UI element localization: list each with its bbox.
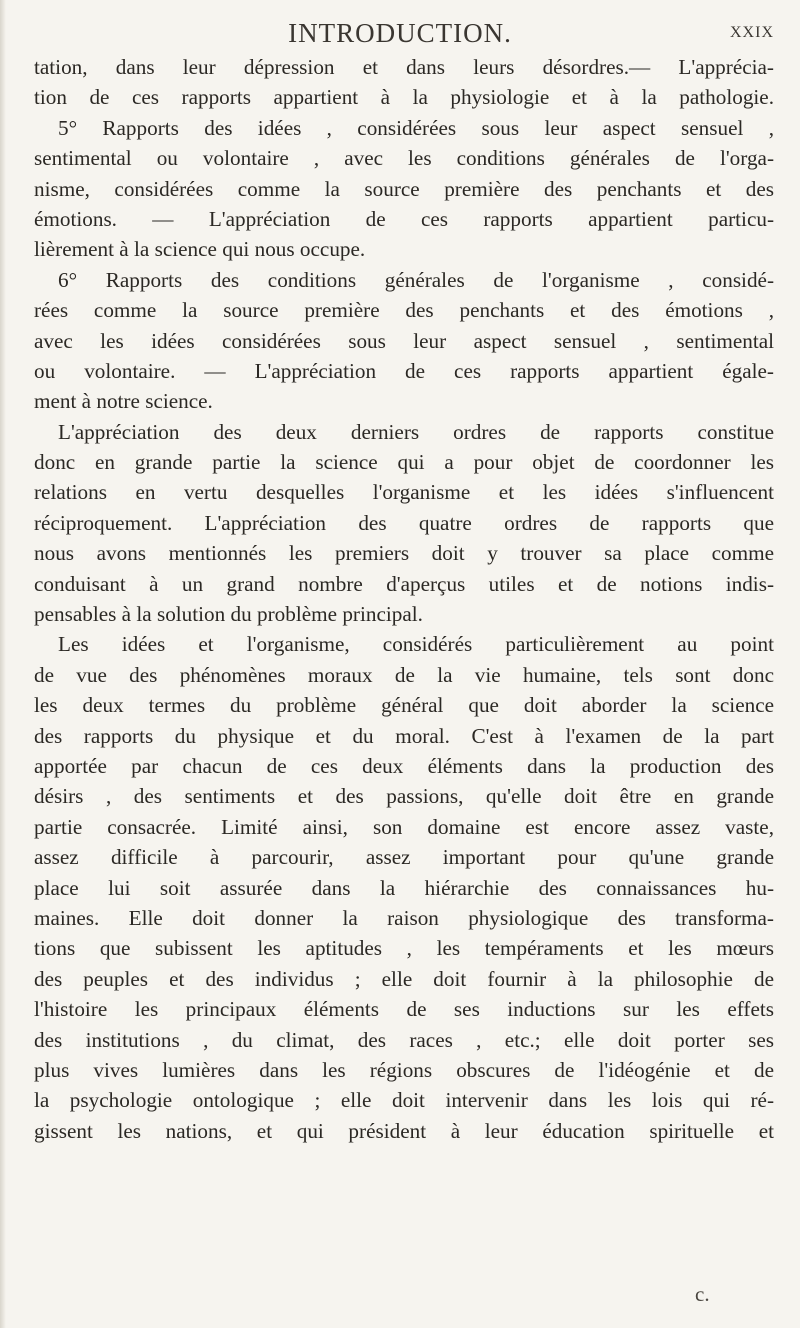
text-line: 5° Rapports des idées , considérées sous leur aspect sensuel , [58, 115, 774, 140]
page-header [0, 18, 800, 52]
text-line: relations en vertu desquelles l'organisme et les idées s'influencent [34, 480, 774, 505]
text-line: des peuples et des individus ; elle doit fournir à la philosophie de [34, 966, 774, 991]
text-line: l'histoire les principaux éléments de ses inductions sur les effets [34, 997, 774, 1022]
text-line: tation, dans leur dépression et dans leurs désordres.— L'apprécia- [34, 55, 774, 79]
text-line: émotions. — L'appréciation de ces rapports appartient particu- [34, 206, 774, 231]
text-line: place lui soit assurée dans la hiérarchie des connaissances hu- [34, 875, 774, 900]
text-line: désirs , des sentiments et des passions, qu'elle doit être en grande [34, 784, 774, 809]
text-line: L'appréciation des deux derniers ordres de rapports constitue [58, 419, 774, 444]
running-title: INTRODUCTION. [288, 18, 512, 48]
text-line: ou volontaire. — L'appréciation de ces rapports appartient égale- [34, 358, 774, 383]
text-line: 6° Rapports des conditions générales de l'organisme , considé- [58, 267, 774, 292]
text-line: réciproquement. L'appréciation des quatre ordres de rapports que [34, 510, 774, 535]
text-line: donc en grande partie la science qui a pour objet de coordonner les [34, 450, 774, 475]
text-line: tions que subissent les aptitudes , les tempéraments et les mœurs [34, 936, 774, 961]
text-line: apportée par chacun de ces deux éléments dans la production des [34, 753, 774, 778]
text-line: des rapports du physique et du moral. C'est à l'examen de la part [34, 723, 774, 748]
page-gutter-shadow [0, 0, 6, 1328]
text-line: les deux termes du problème général que doit aborder la science [34, 693, 774, 718]
signature-mark: c. [695, 1282, 710, 1306]
text-line: des institutions , du climat, des races , etc.; elle doit porter ses [34, 1027, 774, 1052]
text-line: ment à notre science. [34, 389, 213, 414]
text-line: nisme, considérées comme la source première des penchants et des [34, 176, 774, 201]
page-number: XXIX [730, 24, 774, 41]
text-line: sentimental ou volontaire , avec les conditions générales de l'orga- [34, 146, 774, 171]
text-line: avec les idées considérées sous leur aspect sensuel , sentimental [34, 328, 774, 353]
text-line: de vue des phénomènes moraux de la vie humaine, tels sont donc [34, 662, 774, 687]
text-line: tion de ces rapports appartient à la physiologie et à la pathologie. [34, 85, 774, 110]
text-line: rées comme la source première des penchants et des émotions , [34, 298, 774, 323]
text-line: lièrement à la science qui nous occupe. [34, 237, 366, 262]
text-line: assez difficile à parcourir, assez important pour qu'une grande [34, 845, 774, 870]
text-line: pensables à la solution du problème principal. [34, 602, 423, 627]
text-line: nous avons mentionnés les premiers doit y trouver sa place comme [34, 541, 774, 566]
text-line: partie consacrée. Limité ainsi, son domaine est encore assez vaste, [34, 814, 774, 839]
body-text [34, 52, 774, 1146]
text-line: Les idées et l'organisme, considérés particulièrement au point [58, 632, 774, 657]
text-line: maines. Elle doit donner la raison physiologique des transforma- [34, 905, 774, 930]
text-line: la psychologie ontologique ; elle doit intervenir dans les lois qui ré- [34, 1088, 774, 1113]
text-line: conduisant à un grand nombre d'aperçus utiles et de notions indis- [34, 571, 774, 596]
text-line: gissent les nations, et qui président à leur éducation spirituelle et [34, 1118, 774, 1143]
text-line: plus vives lumières dans les régions obscures de l'idéogénie et de [34, 1057, 774, 1082]
